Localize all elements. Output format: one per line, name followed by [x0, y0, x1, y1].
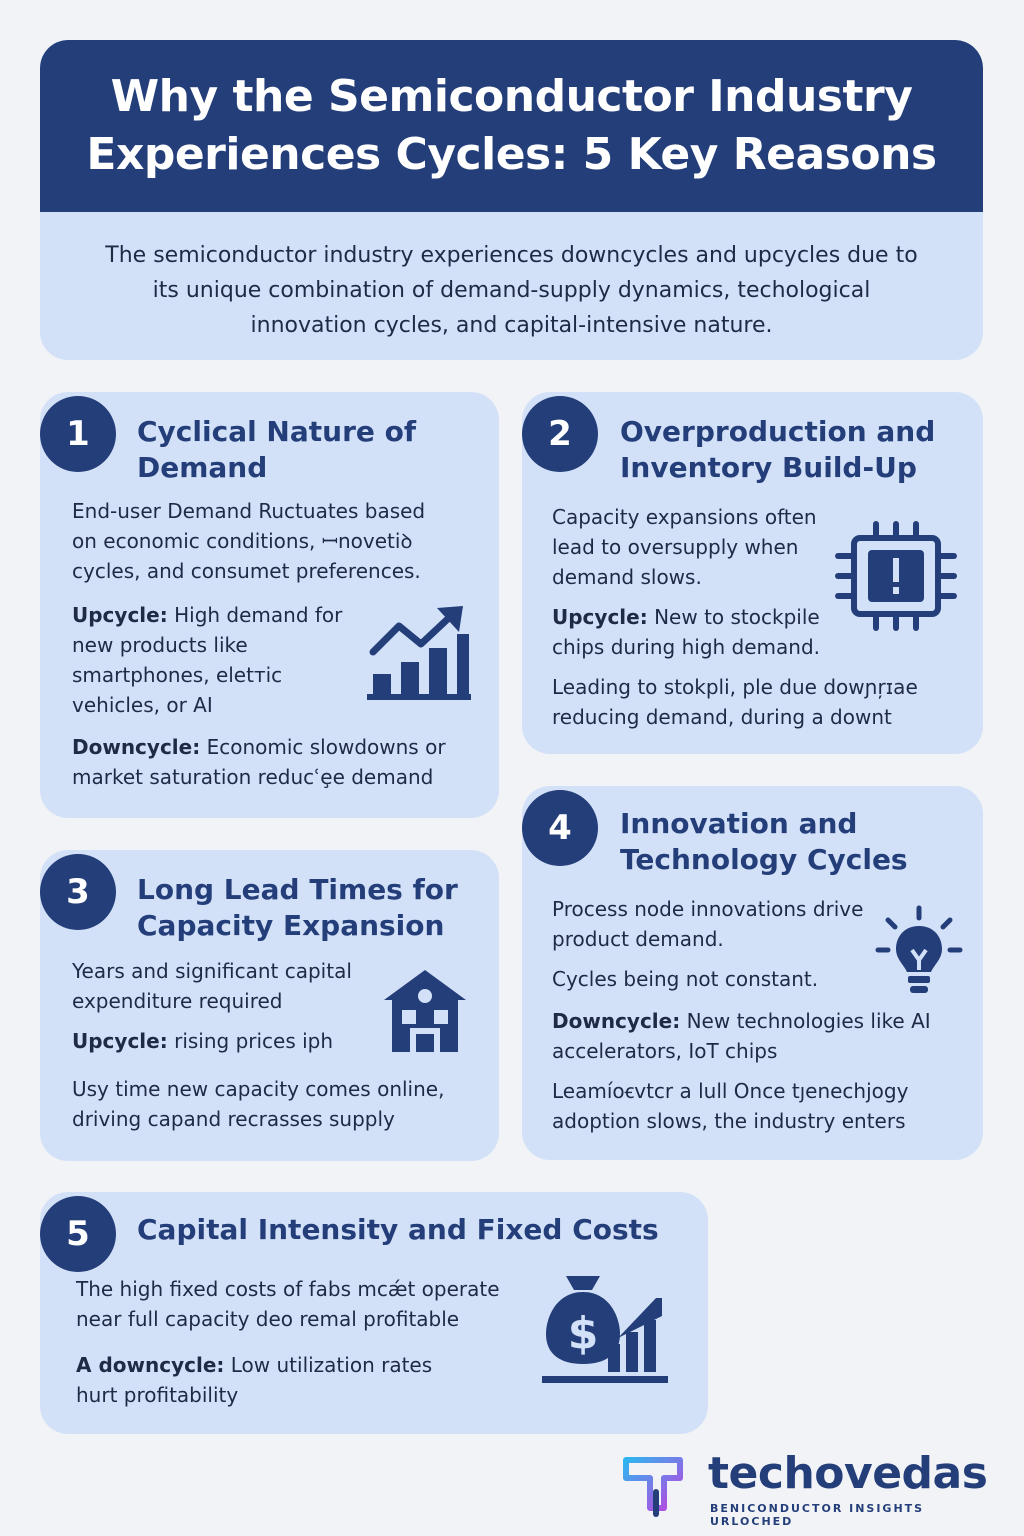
card-lead-times — [40, 850, 499, 1161]
card-downcycle — [552, 1006, 962, 1146]
downcycle-label: A downcycle: — [76, 1353, 225, 1377]
techovedas-logo — [620, 1446, 988, 1528]
upcycle-label: Upcycle: — [72, 1029, 168, 1053]
card-capital-intensity — [40, 1192, 708, 1434]
card-title-line-2: Demand — [137, 451, 268, 484]
lightbulb-icon — [874, 904, 964, 1004]
card-description: Years and significant capital expenditure required — [72, 959, 352, 1013]
card-title-line-1: Overproduction and — [620, 415, 936, 448]
card-extra — [72, 1074, 482, 1144]
intro-text: The semiconductor industry experiences downcycles and upcycles due to its unique combination of demand-supply dynamics, techological innovation cycles, and capital-intensive nature. — [105, 243, 918, 338]
card-body — [72, 496, 452, 596]
card-number: 2 — [522, 396, 598, 472]
card-innovation — [522, 786, 983, 1160]
logo-tagline: BENICONDUCTOR INSIGHTS URLOCHED — [710, 1502, 925, 1528]
card-body — [552, 502, 832, 672]
card-number: 5 — [40, 1196, 116, 1272]
card-description: Capacity expansions often lead to oversupply when demand slows. — [552, 505, 817, 589]
downcycle-label: Downcycle: — [72, 735, 201, 759]
card-overproduction — [522, 392, 983, 754]
techovedas-logo-mark — [620, 1448, 690, 1520]
title-line-2: Experiences Cycles: 5 Key Reasons — [86, 129, 937, 180]
card-description: The high fixed costs of fabs mcǽt operate near full capacity deo remal profitable — [76, 1277, 500, 1331]
card-title — [137, 414, 477, 486]
svg-text:$: $ — [567, 1308, 599, 1359]
card-title-line-2: Capacity Expansion — [137, 909, 445, 942]
card-number: 1 — [40, 396, 116, 472]
header-panel — [40, 40, 983, 360]
card-extra-text: Leamíoꞓvtcr a lull Once tյenechjogy adoption slows, the industry enters — [552, 1079, 909, 1133]
downcycle-text: New technologies like AI accelerators, IoT chips — [552, 1009, 931, 1063]
downcycle-label: Downcycle: — [552, 1009, 681, 1033]
card-cyclical-demand — [40, 392, 499, 818]
card-title-line-1: Cyclical Nature of — [137, 415, 417, 448]
upcycle-text: High demand for new products like smartphones, eletтic vehicles, or AI — [72, 603, 343, 717]
card-downcycle — [72, 732, 472, 802]
card-extra — [552, 672, 962, 742]
logo-name: techovedas — [708, 1448, 988, 1499]
card-upcycle — [72, 600, 362, 730]
upcycle-text: New to stockpile chips during high demand. — [552, 605, 821, 659]
title-line-1: Why the Semiconductor Industry — [110, 71, 913, 122]
card-title-line-2: Technology Cycles — [620, 843, 908, 876]
downcycle-text: Economic slowdowns or market saturation reducʿȩe demand — [72, 735, 446, 789]
card-description: Process node innovations drive product demand. — [552, 897, 864, 951]
card-title — [620, 414, 970, 486]
card-title-line-1: Innovation and — [620, 807, 858, 840]
card-title-line-1: Long Lead Times for — [137, 873, 458, 906]
bar-chart-growth-icon — [365, 604, 475, 704]
title-banner — [40, 40, 983, 212]
money-bag-chart-icon — [538, 1268, 672, 1392]
card-number: 3 — [40, 854, 116, 930]
card-extra-text: Usy time new capacity comes online, driving capand recrasses supply — [72, 1077, 445, 1131]
card-body — [72, 956, 372, 1066]
factory-icon — [380, 966, 470, 1056]
card-number: 4 — [522, 790, 598, 866]
downcycle-text: Low utilization rates hurt profitability — [76, 1353, 433, 1407]
card-body — [552, 894, 872, 1004]
upcycle-label: Upcycle: — [72, 603, 168, 627]
card-title — [137, 872, 487, 944]
upcycle-label: Upcycle: — [552, 605, 648, 629]
card-extra-text: Leading to stokpli, ple due dowɲŗɪae reducing demand, during a downt — [552, 675, 918, 729]
page-title — [86, 68, 936, 184]
card-downcycle — [76, 1350, 476, 1420]
chip-warning-icon — [834, 520, 958, 632]
card-description: End-user Demand Ructuates based on economic conditions, ꟷnovetiꝺ cycles, and consumet preferences. — [72, 499, 426, 583]
card-title-line-2: Inventory Build-Up — [620, 451, 917, 484]
card-description-2: Cycles being not constant. — [552, 967, 819, 991]
card-title — [620, 806, 970, 878]
card-body — [76, 1274, 506, 1344]
card-title: Capital Intensity and Fixed Costs — [137, 1213, 659, 1246]
upcycle-text: rising prices iph — [167, 1029, 334, 1053]
